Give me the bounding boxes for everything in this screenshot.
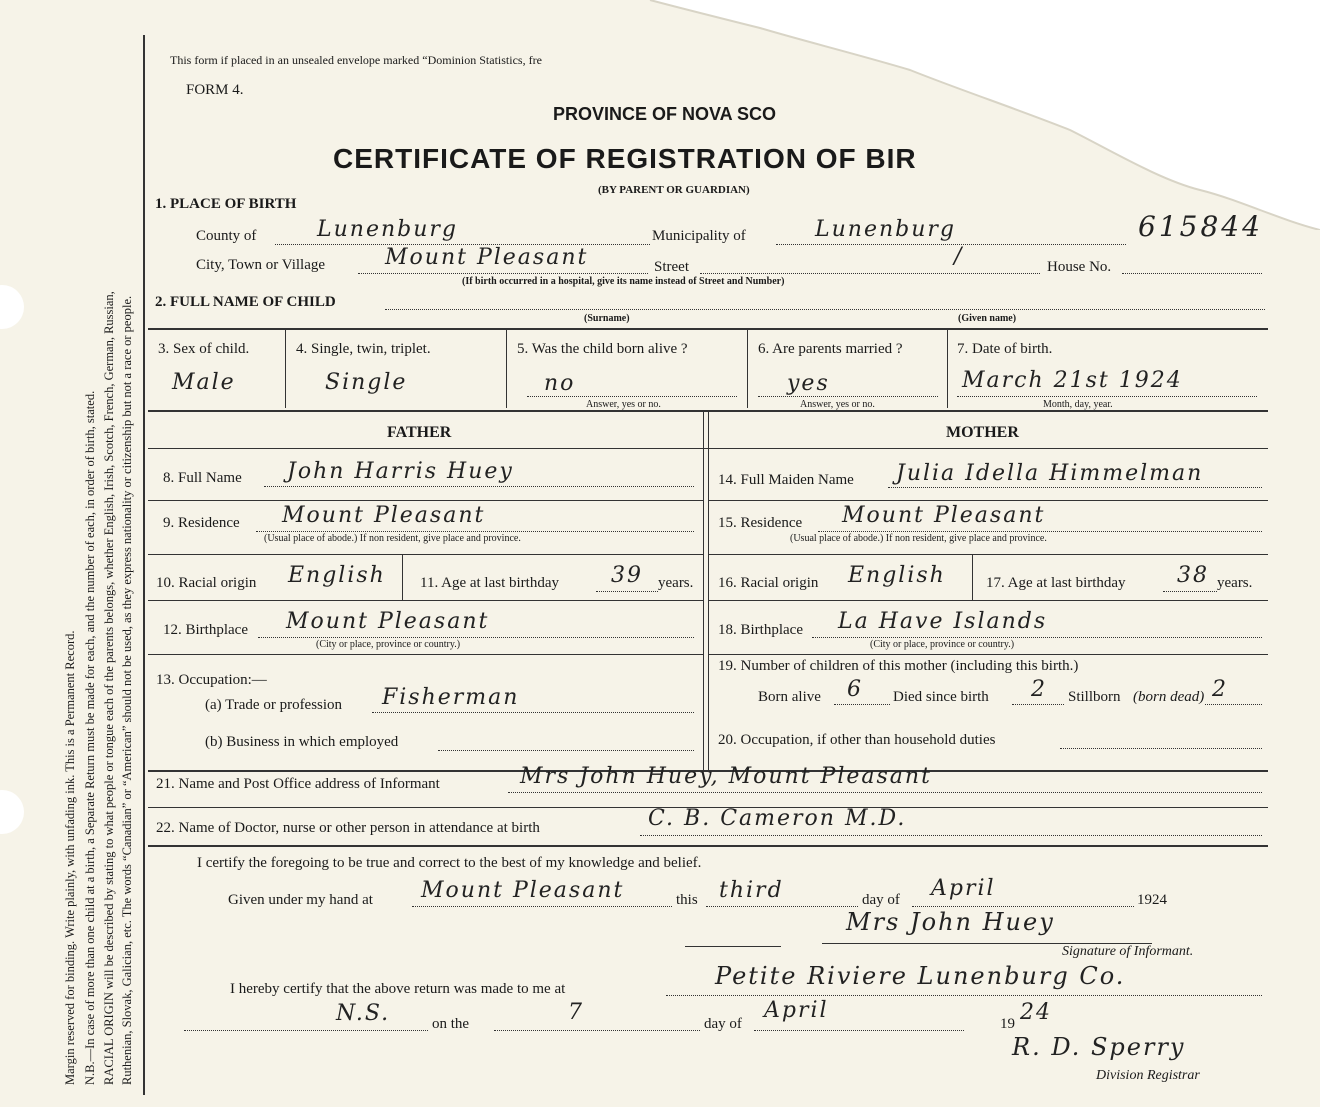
- mother-race-label: 16. Racial origin: [718, 575, 819, 591]
- registrar-place-line: [666, 995, 1262, 996]
- rule: [148, 554, 704, 555]
- margin-note: RACIAL ORIGIN will be described by stating to what people or tongue each of the parents belongs, whether English, Irish, Scotch, French, German, Russian,: [102, 291, 116, 1085]
- rule: [148, 600, 704, 601]
- rule: [708, 554, 1268, 555]
- given-month-value: April: [931, 876, 996, 901]
- rule: [148, 500, 704, 501]
- father-birthplace-label: 12. Birthplace: [163, 622, 248, 638]
- rule: [972, 554, 973, 600]
- died-label: Died since birth: [893, 689, 989, 705]
- rule: [947, 328, 948, 408]
- father-residence-value: Mount Pleasant: [282, 503, 486, 528]
- business-label: (b) Business in which employed: [205, 734, 399, 750]
- rule: [703, 410, 704, 770]
- binding-hole-top: [0, 285, 24, 329]
- province: PROVINCE OF NOVA SCO: [553, 104, 777, 124]
- doctor-value: C. B. Cameron M.D.: [648, 806, 907, 831]
- registrar-place-province: N.S.: [336, 1001, 391, 1026]
- count-line: [1205, 704, 1262, 705]
- stillborn-count: 2: [1212, 677, 1228, 702]
- sex-value: Male: [172, 370, 236, 395]
- division-registrar-label: Division Registrar: [1096, 1068, 1200, 1083]
- date-line: [957, 396, 1257, 397]
- form-number: FORM 4.: [186, 82, 244, 98]
- occupation-label: 13. Occupation:—: [156, 672, 267, 688]
- died-count: 2: [1031, 677, 1047, 702]
- rule: [148, 448, 1268, 449]
- margin-note: N.B.—In case of more than one child at a birth, a Separate Return must be made for each, and the number of each, in order of birth, stated.: [83, 390, 97, 1085]
- street-value: /: [954, 244, 964, 269]
- father-residence-label: 9. Residence: [163, 515, 240, 531]
- multiple-birth-label: 4. Single, twin, triplet.: [296, 341, 431, 357]
- registrar-place-value: Petite Riviere Lunenburg Co.: [715, 962, 1126, 990]
- father-birthplace-line: [258, 637, 694, 638]
- province-line: [184, 1030, 428, 1031]
- place-of-birth-label: 1. PLACE OF BIRTH: [155, 196, 297, 212]
- mother-birthplace-value: La Have Islands: [838, 609, 1048, 634]
- father-race-label: 10. Racial origin: [156, 575, 257, 591]
- mother-heading: MOTHER: [946, 424, 1019, 441]
- mother-age-value: 38: [1177, 563, 1209, 588]
- father-name-value: John Harris Huey: [287, 459, 514, 484]
- given-place-value: Mount Pleasant: [421, 878, 625, 903]
- municipality-line: [776, 244, 1126, 245]
- business-line: [438, 750, 694, 751]
- informant-line: [508, 792, 1262, 793]
- sex-label: 3. Sex of child.: [158, 341, 250, 357]
- doctor-line: [640, 835, 1262, 836]
- envelope-note: This form if placed in an unsealed envelope marked “Dominion Statistics, fre: [170, 53, 542, 67]
- children-count-label: 19. Number of children of this mother (including this birth.): [718, 658, 1079, 674]
- informant-value: Mrs John Huey, Mount Pleasant: [520, 764, 932, 789]
- day-of-label: day of: [862, 892, 900, 908]
- page-subtitle: (BY PARENT OR GUARDIAN): [598, 184, 750, 196]
- informant-signature: Mrs John Huey: [846, 908, 1055, 936]
- mother-occupation-line: [1060, 748, 1262, 749]
- reg-day-of-label: day of: [704, 1016, 742, 1032]
- day-line: [706, 906, 858, 907]
- answer-line: [527, 396, 737, 397]
- mother-residence-value: Mount Pleasant: [842, 503, 1046, 528]
- rule: [708, 600, 1268, 601]
- margin-note: Margin reserved for binding. Write plainly, with unfading ink. This is a Permanent Record.: [63, 630, 77, 1085]
- rule: [708, 410, 709, 770]
- count-line: [1012, 704, 1064, 705]
- rule: [402, 554, 403, 600]
- registration-day: 7: [568, 1000, 584, 1025]
- born-alive-label: 5. Was the child born alive ?: [517, 341, 688, 357]
- doctor-label: 22. Name of Doctor, nurse or other person in attendance at birth: [156, 820, 540, 836]
- given-year: 1924: [1137, 892, 1167, 908]
- rule: [708, 654, 1268, 655]
- reg-day-line: [494, 1030, 700, 1031]
- father-birthplace-value: Mount Pleasant: [286, 609, 490, 634]
- mother-birthplace-label: 18. Birthplace: [718, 622, 803, 638]
- reg-year-suffix: 24: [1020, 1000, 1052, 1025]
- answer-hint: Answer, yes or no.: [800, 399, 875, 410]
- city-line: [358, 273, 648, 274]
- answer-hint: Answer, yes or no.: [586, 399, 661, 410]
- date-of-birth-label: 7. Date of birth.: [957, 341, 1053, 357]
- certify-statement: I certify the foregoing to be true and correct to the best of my knowledge and belief.: [197, 855, 702, 871]
- trade-value: Fisherman: [382, 685, 520, 710]
- parents-married-value: yes: [787, 371, 830, 396]
- binding-hole-bottom: [0, 790, 24, 834]
- mother-name-value: Julia Idella Himmelman: [896, 461, 1204, 486]
- municipality-value: Lunenburg: [815, 217, 956, 242]
- stillborn-hint: (born dead): [1133, 689, 1205, 705]
- surname-hint: (Surname): [584, 313, 630, 324]
- father-name-label: 8. Full Name: [163, 470, 242, 486]
- age-line: [596, 591, 658, 592]
- father-age-label: 11. Age at last birthday: [420, 575, 559, 591]
- city-value: Mount Pleasant: [385, 245, 589, 270]
- father-heading: FATHER: [387, 424, 452, 441]
- registration-month: April: [764, 998, 829, 1023]
- birthplace-hint: (City or place, province or country.): [316, 639, 461, 650]
- born-alive-count: 6: [847, 677, 863, 702]
- hospital-note: (If birth occurred in a hospital, give its name instead of Street and Number): [462, 276, 785, 287]
- age-line: [1163, 591, 1217, 592]
- stillborn-label: Stillborn: [1068, 689, 1121, 705]
- month-line: [912, 906, 1134, 907]
- born-alive-count-label: Born alive: [758, 689, 821, 705]
- answer-line: [758, 396, 938, 397]
- residence-hint: (Usual place of abode.) If non resident, give place and province.: [790, 533, 1047, 544]
- county-value: Lunenburg: [317, 217, 458, 242]
- given-day-value: third: [719, 878, 784, 903]
- registrar-signature: R. D. Sperry: [1012, 1033, 1186, 1061]
- mother-residence-label: 15. Residence: [718, 515, 803, 531]
- father-name-line: [264, 486, 694, 487]
- given-name-hint: (Given name): [958, 313, 1017, 324]
- house-label: House No.: [1047, 259, 1112, 275]
- mother-occupation-label: 20. Occupation, if other than household duties: [718, 732, 996, 748]
- rule: [506, 328, 507, 408]
- reg-year-prefix: 19: [1000, 1016, 1015, 1032]
- mother-birthplace-line: [812, 637, 1262, 638]
- margin-note: Ruthenian, Slovak, Galician, etc. The words “Canadian” or “American” should not be used, as they express nationality or citizenship but not a race or people.: [120, 295, 134, 1085]
- signature-of-informant-label: Signature of Informant.: [1062, 944, 1194, 959]
- years-label: years.: [658, 575, 694, 591]
- mother-age-label: 17. Age at last birthday: [986, 575, 1126, 591]
- city-label: City, Town or Village: [196, 257, 326, 273]
- rule: [747, 328, 748, 408]
- birthplace-hint: (City or place, province or country.): [870, 639, 1015, 650]
- mother-name-line: [888, 487, 1262, 488]
- name-line: [385, 309, 1265, 310]
- county-label: County of: [196, 228, 257, 244]
- count-line: [834, 704, 890, 705]
- years-label: years.: [1217, 575, 1253, 591]
- parents-married-label: 6. Are parents married ?: [758, 341, 903, 357]
- trade-label: (a) Trade or profession: [205, 697, 343, 713]
- mother-residence-line: [818, 531, 1262, 532]
- rule: [708, 500, 1268, 501]
- rule: [685, 946, 781, 947]
- given-under-label: Given under my hand at: [228, 892, 373, 908]
- father-age-value: 39: [611, 563, 643, 588]
- rule: [148, 328, 1268, 330]
- born-alive-value: no: [544, 371, 576, 396]
- full-name-label: 2. FULL NAME OF CHILD: [155, 294, 336, 310]
- father-residence-line: [256, 531, 694, 532]
- street-line: [700, 273, 1040, 274]
- page-title: CERTIFICATE OF REGISTRATION OF BIR: [333, 143, 917, 174]
- this-label: this: [676, 892, 698, 908]
- given-place-line: [412, 906, 672, 907]
- rule: [148, 845, 1268, 847]
- multiple-birth-value: Single: [325, 370, 408, 395]
- date-of-birth-value: March 21st 1924: [962, 368, 1183, 393]
- informant-label: 21. Name and Post Office address of Informant: [156, 776, 440, 792]
- street-label: Street: [654, 259, 689, 275]
- municipality-label: Municipality of: [652, 228, 746, 244]
- house-line: [1122, 273, 1262, 274]
- reg-month-line: [754, 1030, 964, 1031]
- date-hint: Month, day, year.: [1043, 399, 1113, 410]
- father-race-value: English: [288, 563, 386, 588]
- on-the-label: on the: [432, 1016, 470, 1032]
- rule: [148, 654, 704, 655]
- trade-line: [372, 712, 694, 713]
- mother-name-label: 14. Full Maiden Name: [718, 472, 854, 488]
- mother-race-value: English: [848, 563, 946, 588]
- residence-hint: (Usual place of abode.) If non resident, give place and province.: [264, 533, 521, 544]
- registrar-statement: I hereby certify that the above return was made to me at: [230, 981, 566, 997]
- binding-rule: [143, 35, 145, 1095]
- registration-number: 615844: [1138, 210, 1263, 243]
- rule: [285, 328, 286, 408]
